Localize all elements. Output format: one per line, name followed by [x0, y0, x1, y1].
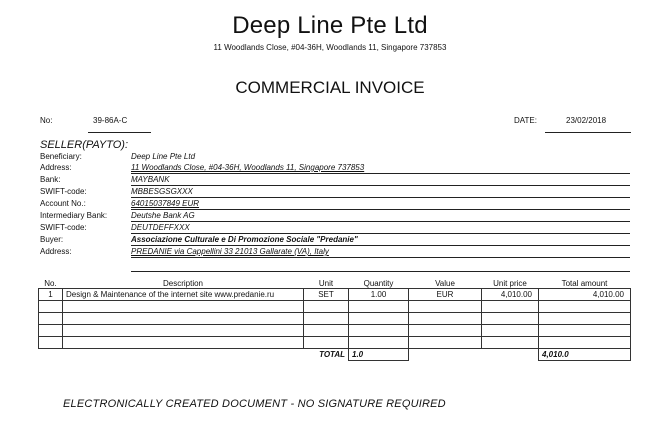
company-address: 11 Woodlands Close, #04-36H, Woodlands 11, Singapore 737853 — [213, 43, 447, 52]
invoice-no-underline — [88, 132, 151, 133]
blank-line — [131, 271, 630, 272]
table-empty-row — [39, 325, 631, 337]
intermediary-bank-label: Intermediary Bank: — [40, 211, 108, 220]
items-table — [38, 279, 631, 361]
intermediary-swift-value: DEUTDEFFXXX — [131, 223, 190, 232]
buyer-address-label: Address: — [40, 247, 72, 256]
table-row — [39, 289, 631, 301]
buyer-line — [131, 245, 630, 246]
table-empty-row — [39, 301, 631, 313]
row-description: Design & Maintenance of the internet site www.predanie.ru — [63, 289, 304, 301]
table-empty-row — [39, 313, 631, 325]
footer-note: ELECTRONICALLY CREATED DOCUMENT - NO SIGNATURE REQUIRED — [63, 398, 446, 410]
beneficiary-label: Beneficiary: — [40, 152, 82, 161]
seller-title: SELLER(PAYTO): — [40, 139, 129, 151]
seller-address-label: Address: — [40, 163, 72, 172]
invoice-date-label: DATE: — [514, 116, 537, 125]
intermediary-bank-value: Deutshe Bank AG — [131, 211, 195, 220]
account-value: 64015037849 EUR — [131, 199, 200, 208]
intermediary-bank-line — [131, 221, 630, 222]
table-total-row — [39, 349, 631, 361]
intermediary-swift-label: SWIFT-code: — [40, 223, 87, 232]
total-label: TOTAL — [319, 350, 345, 360]
row-unit: SET — [304, 289, 349, 301]
header-quantity: Quantity — [363, 279, 394, 288]
invoice-no-value: 39-86A-C — [93, 116, 128, 125]
header-total-amount: Total amount — [561, 279, 608, 288]
swift-value: MBBESGSGXXX — [131, 187, 193, 196]
header-value: Value — [435, 279, 455, 288]
buyer-value: Associazione Culturale e Di Promozione Sociale "Predanie" — [131, 235, 358, 244]
account-line — [131, 209, 630, 210]
header-unit: Unit — [318, 279, 334, 288]
buyer-address-value: PREDANIE via Cappellini 33 21013 Gallarate (VA), Italy — [131, 247, 329, 256]
bank-value: MAYBANK — [131, 175, 170, 184]
total-amount: 4,010.0 — [539, 349, 631, 361]
table-empty-row — [39, 337, 631, 349]
bank-line — [131, 185, 630, 186]
header-no: No. — [44, 279, 57, 288]
company-name: Deep Line Pte Ltd — [232, 12, 428, 39]
total-quantity: 1.0 — [349, 349, 409, 361]
invoice-date-underline — [545, 132, 631, 133]
invoice-no-label: No: — [40, 116, 53, 125]
row-unit-price: 4,010.00 — [482, 289, 539, 301]
header-description: Description — [162, 279, 203, 288]
swift-label: SWIFT-code: — [40, 187, 87, 196]
seller-address-line — [131, 173, 630, 174]
row-value: EUR — [409, 289, 482, 301]
buyer-label: Buyer: — [40, 235, 64, 244]
buyer-address-line — [131, 257, 630, 258]
document-title: COMMERCIAL INVOICE — [235, 78, 425, 97]
intermediary-swift-line — [131, 233, 630, 234]
beneficiary-value: Deep Line Pte Ltd — [131, 152, 196, 161]
header-unit-price: Unit price — [493, 279, 527, 288]
bank-label: Bank: — [40, 175, 61, 184]
row-total-amount: 4,010.00 — [539, 289, 631, 301]
table-header-row — [39, 279, 631, 289]
swift-line — [131, 197, 630, 198]
seller-address-value: 11 Woodlands Close, #04-36H, Woodlands 11, Singapore 737853 — [131, 163, 365, 172]
invoice-date-value: 23/02/2018 — [566, 116, 607, 125]
account-label: Account No.: — [40, 199, 86, 208]
row-quantity: 1.00 — [349, 289, 409, 301]
row-no: 1 — [39, 289, 63, 301]
